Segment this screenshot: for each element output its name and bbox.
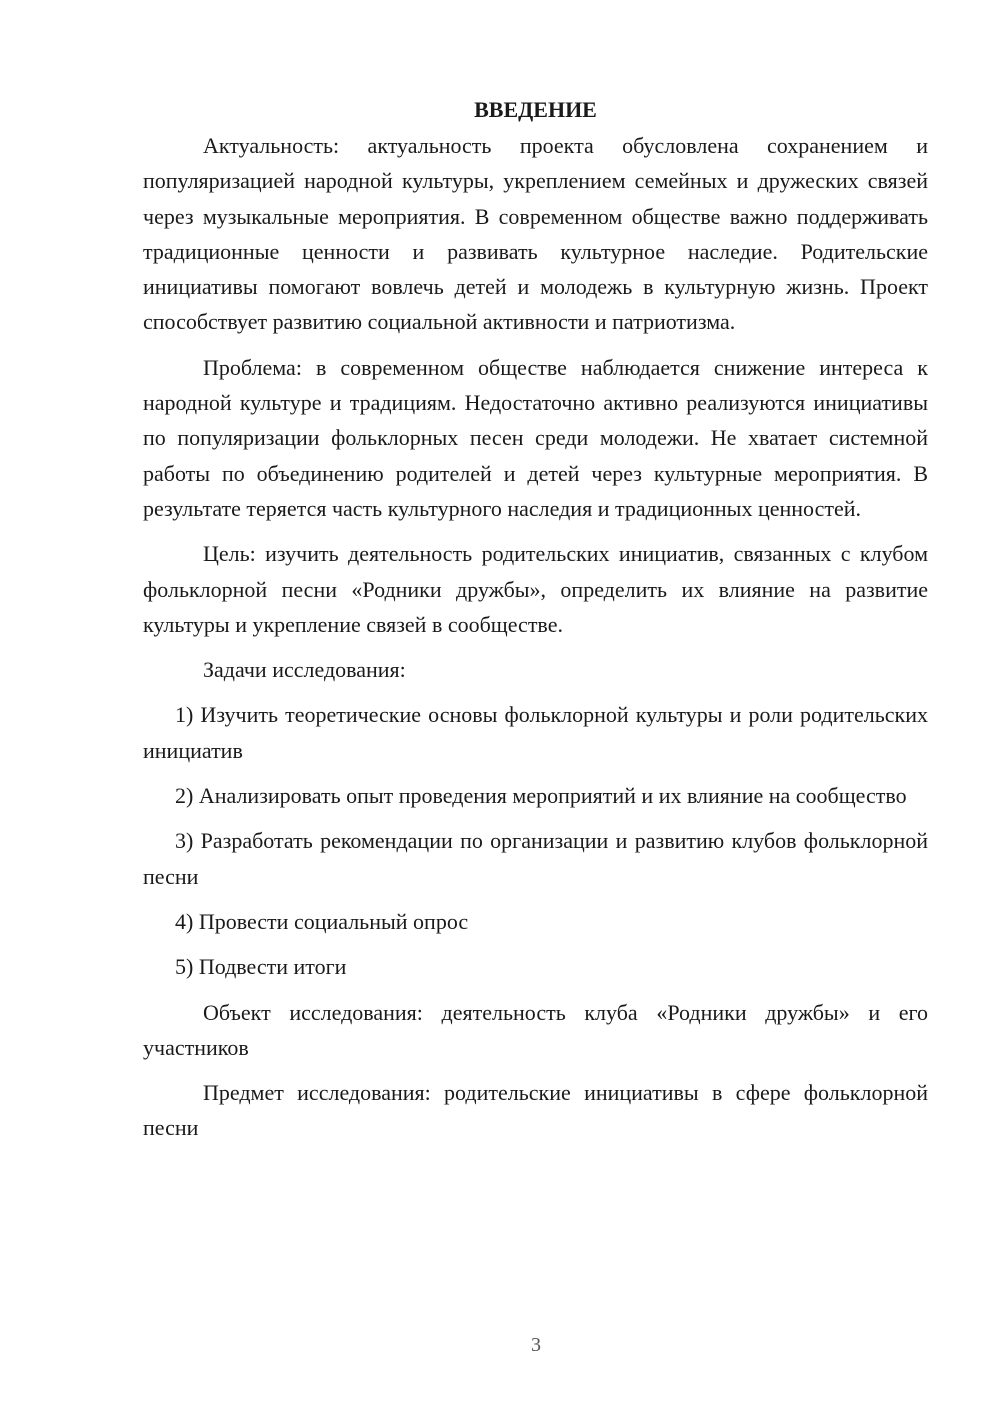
document-page: [143, 92, 928, 1146]
task-item-1: 1) Изучить теоретические основы фольклорной культуры и роли родительских инициатив: [143, 702, 928, 763]
task-item-5: 5) Подвести итоги: [175, 954, 347, 980]
object-paragraph: Объект исследования: деятельность клуба «Родники дружбы» и его участников: [143, 999, 928, 1060]
page-number: 3: [531, 1334, 541, 1356]
task-item-4: 4) Провести социальный опрос: [175, 908, 469, 934]
relevance-paragraph: Актуальность: актуальность проекта обусловлена сохранением и популяризацией народной культуры, укреплением семейных и дружеских связей через музыкальные мероприятия. В современном обществе важно поддерживать традиционные ценности и развивать культурное наследие. Родительские инициативы помогают вовлечь детей и молодежь в культурную жизнь. Проект способствует развитию социальной активности и патриотизма.: [143, 133, 928, 335]
task-item-3: 3) Разработать рекомендации по организации и развитию клубов фольклорной песни: [143, 828, 928, 889]
goal-paragraph: Цель: изучить деятельность родительских инициатив, связанных с клубом фольклорной песни «Родники дружбы», определить их влияние на развитие культуры и укрепление связей в сообществе.: [143, 541, 928, 637]
subject-paragraph: Предмет исследования: родительские инициативы в сфере фольклорной песни: [143, 1080, 928, 1141]
task-item-2: 2) Анализировать опыт проведения мероприятий и их влияние на сообщество: [175, 783, 907, 809]
tasks-label: Задачи исследования:: [203, 657, 406, 683]
page-title: ВВЕДЕНИЕ: [474, 97, 597, 122]
problem-paragraph: Проблема: в современном обществе наблюдается снижение интереса к народной культуре и традициям. Недостаточно активно реализуются инициативы по популяризации фольклорных песен среди молодежи. Не хватает системной работы по объединению родителей и детей через культурные мероприятия. В результате теряется часть культурного наследия и традиционных ценностей.: [143, 354, 928, 521]
